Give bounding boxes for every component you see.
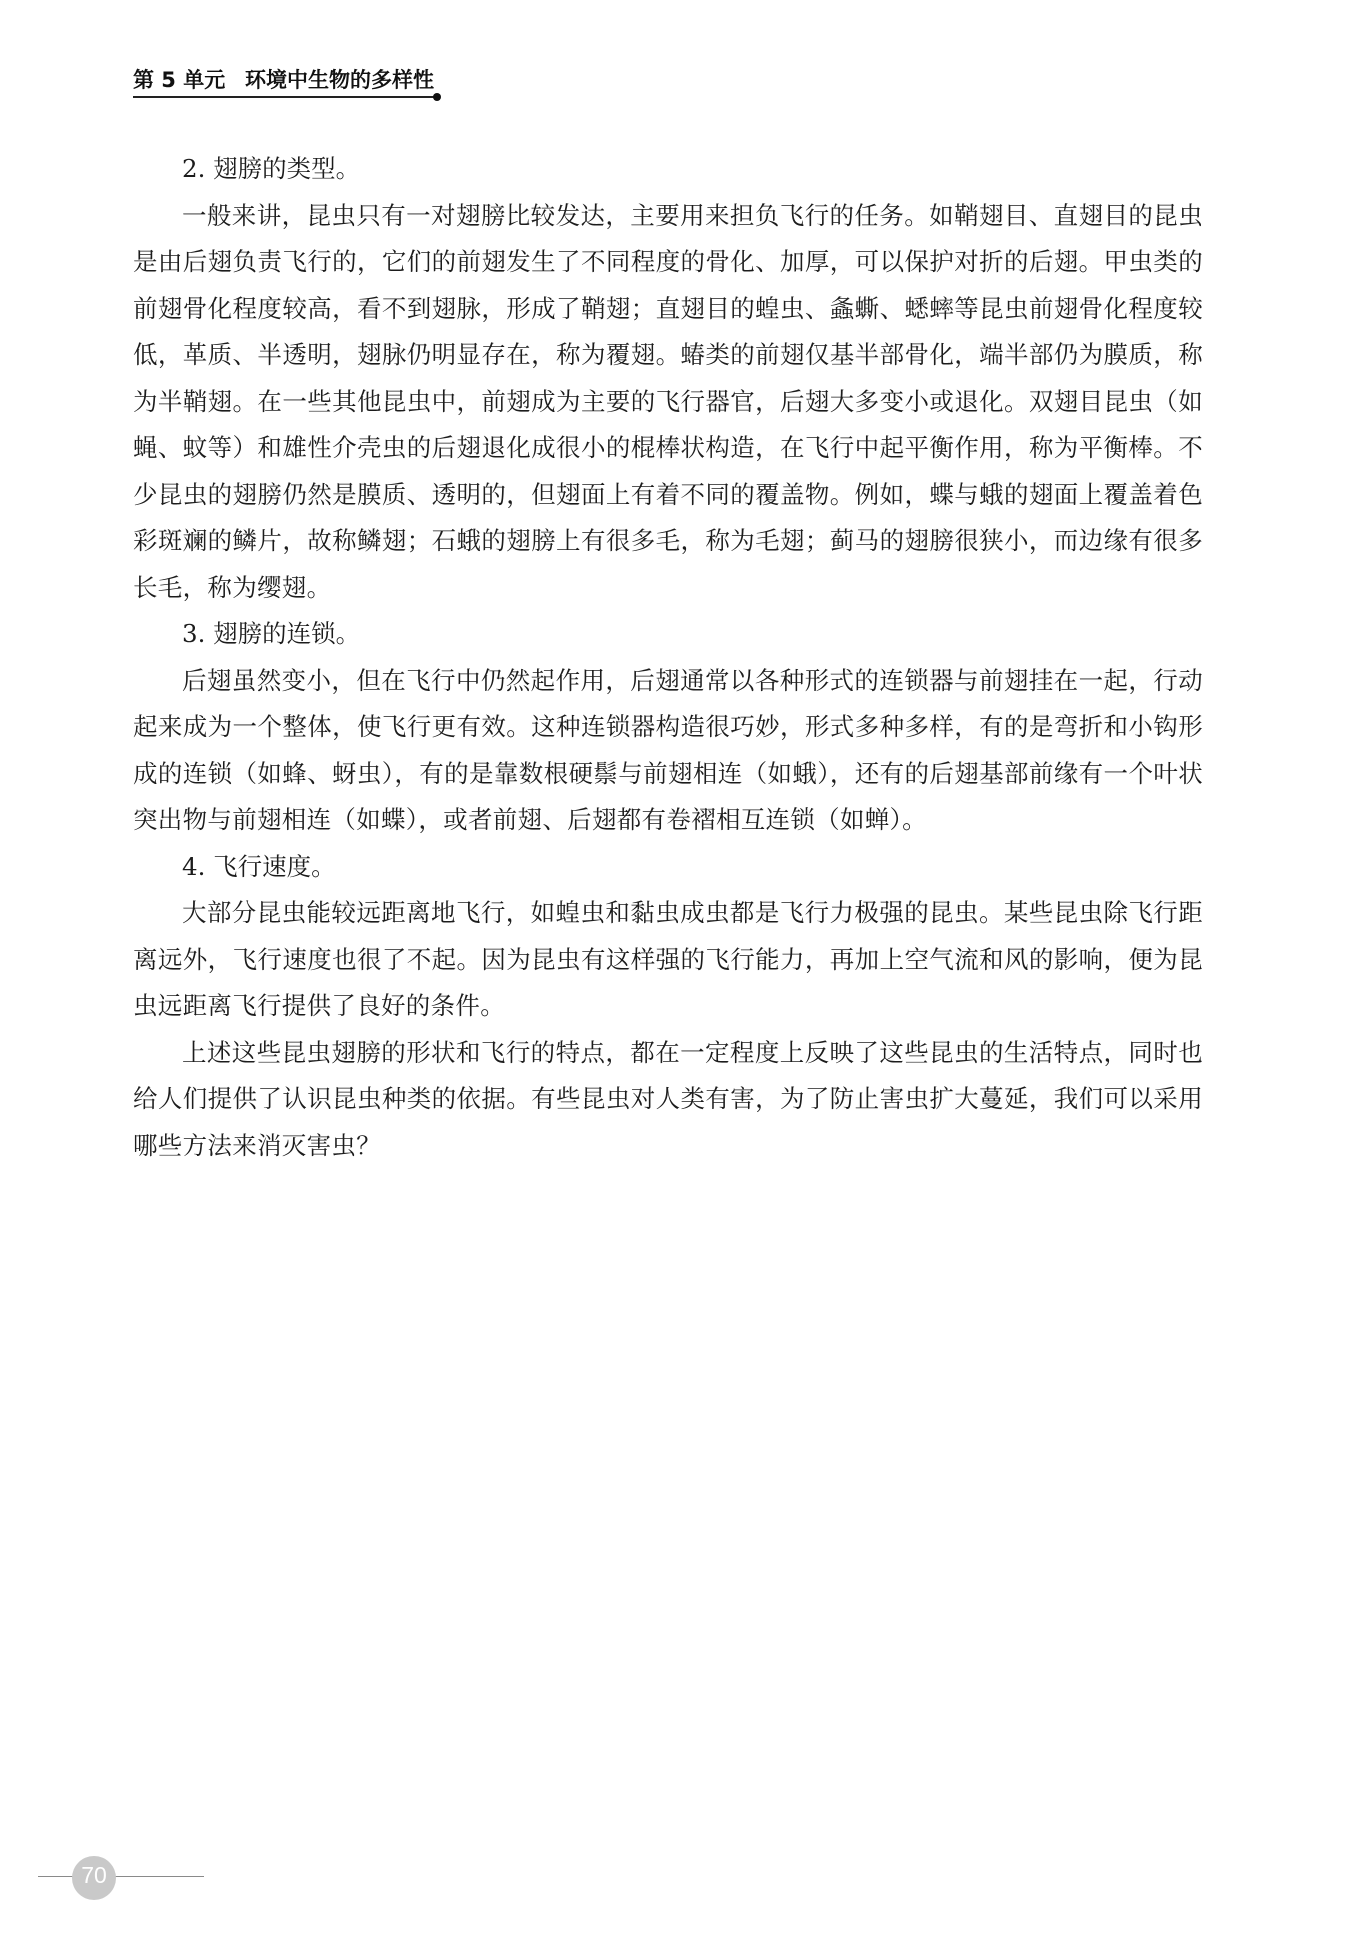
unit-label: 第 5 单元 xyxy=(133,68,226,92)
paragraph-wing-coupling: 后翅虽然变小，但在飞行中仍然起作用，后翅通常以各种形式的连锁器与前翅挂在一起，行动起来成为一个整体，使飞行更有效。这种连锁器构造很巧妙，形式多种多样，有的是弯折和小钩形成的连锁（如蜂、蚜虫），有的是靠数根硬鬃与前翅相连（如蛾），还有的后翅基部前缘有一个叶状突出物与前翅相连（如蝶），或者前翅、后翅都有卷褶相互连锁（如蝉）。 xyxy=(133,665,1203,834)
section-heading-wing-coupling: 3. 翅膀的连锁。 xyxy=(182,619,361,648)
footer-rule xyxy=(38,1876,204,1877)
page-number: 70 xyxy=(81,1862,107,1888)
section-heading-flight-speed: 4. 飞行速度。 xyxy=(182,851,336,881)
header-dot xyxy=(433,93,441,101)
page-body xyxy=(133,146,1203,1169)
paragraph-wing-types: 一般来讲，昆虫只有一对翅膀比较发达，主要用来担负飞行的任务。如鞘翅目、直翅目的昆虫是由后翅负责飞行的，它们的前翅发生了不同程度的骨化、加厚，可以保护对折的后翅。甲虫类的前翅骨化程度较高，看不到翅脉，形成了鞘翅；直翅目的蝗虫、螽蟖、蟋蟀等昆虫前翅骨化程度较低，革质、半透明，翅脉仍明显存在，称为覆翅。蝽类的前翅仅基半部骨化，端半部仍为膜质，称为半鞘翅。在一些其他昆虫中，前翅成为主要的飞行器官，后翅大多变小或退化。双翅目昆虫（如蝇、蚊等）和雄性介壳虫的后翅退化成很小的棍棒状构造，在飞行中起平衡作用，称为平衡棒。不少昆虫的翅膀仍然是膜质、透明的，但翅面上有着不同的覆盖物。例如，蝶与蛾的翅面上覆盖着色彩斑斓的鳞片，故称鳞翅；石蛾的翅膀上有很多毛，称为毛翅；蓟马的翅膀很狭小，而边缘有很多长毛，称为缨翅。 xyxy=(133,200,1203,602)
header-rule xyxy=(133,96,435,98)
paragraph-summary-question: 上述这些昆虫翅膀的形状和飞行的特点，都在一定程度上反映了这些昆虫的生活特点，同时也给人们提供了认识昆虫种类的依据。有些昆虫对人类有害，为了防止害虫扩大蔓延，我们可以采用哪些方法来消灭害虫？ xyxy=(133,1037,1203,1160)
section-heading-wing-types: 2. 翅膀的类型。 xyxy=(182,154,361,183)
paragraph-flight-speed: 大部分昆虫能较远距离地飞行，如蝗虫和黏虫成虫都是飞行力极强的昆虫。某些昆虫除飞行距离远外，飞行速度也很了不起。因为昆虫有这样强的飞行能力，再加上空气流和风的影响，便为昆虫远距离飞行提供了良好的条件。 xyxy=(133,898,1203,1020)
unit-title: 环境中生物的多样性 xyxy=(245,68,434,92)
page-header xyxy=(133,62,443,102)
